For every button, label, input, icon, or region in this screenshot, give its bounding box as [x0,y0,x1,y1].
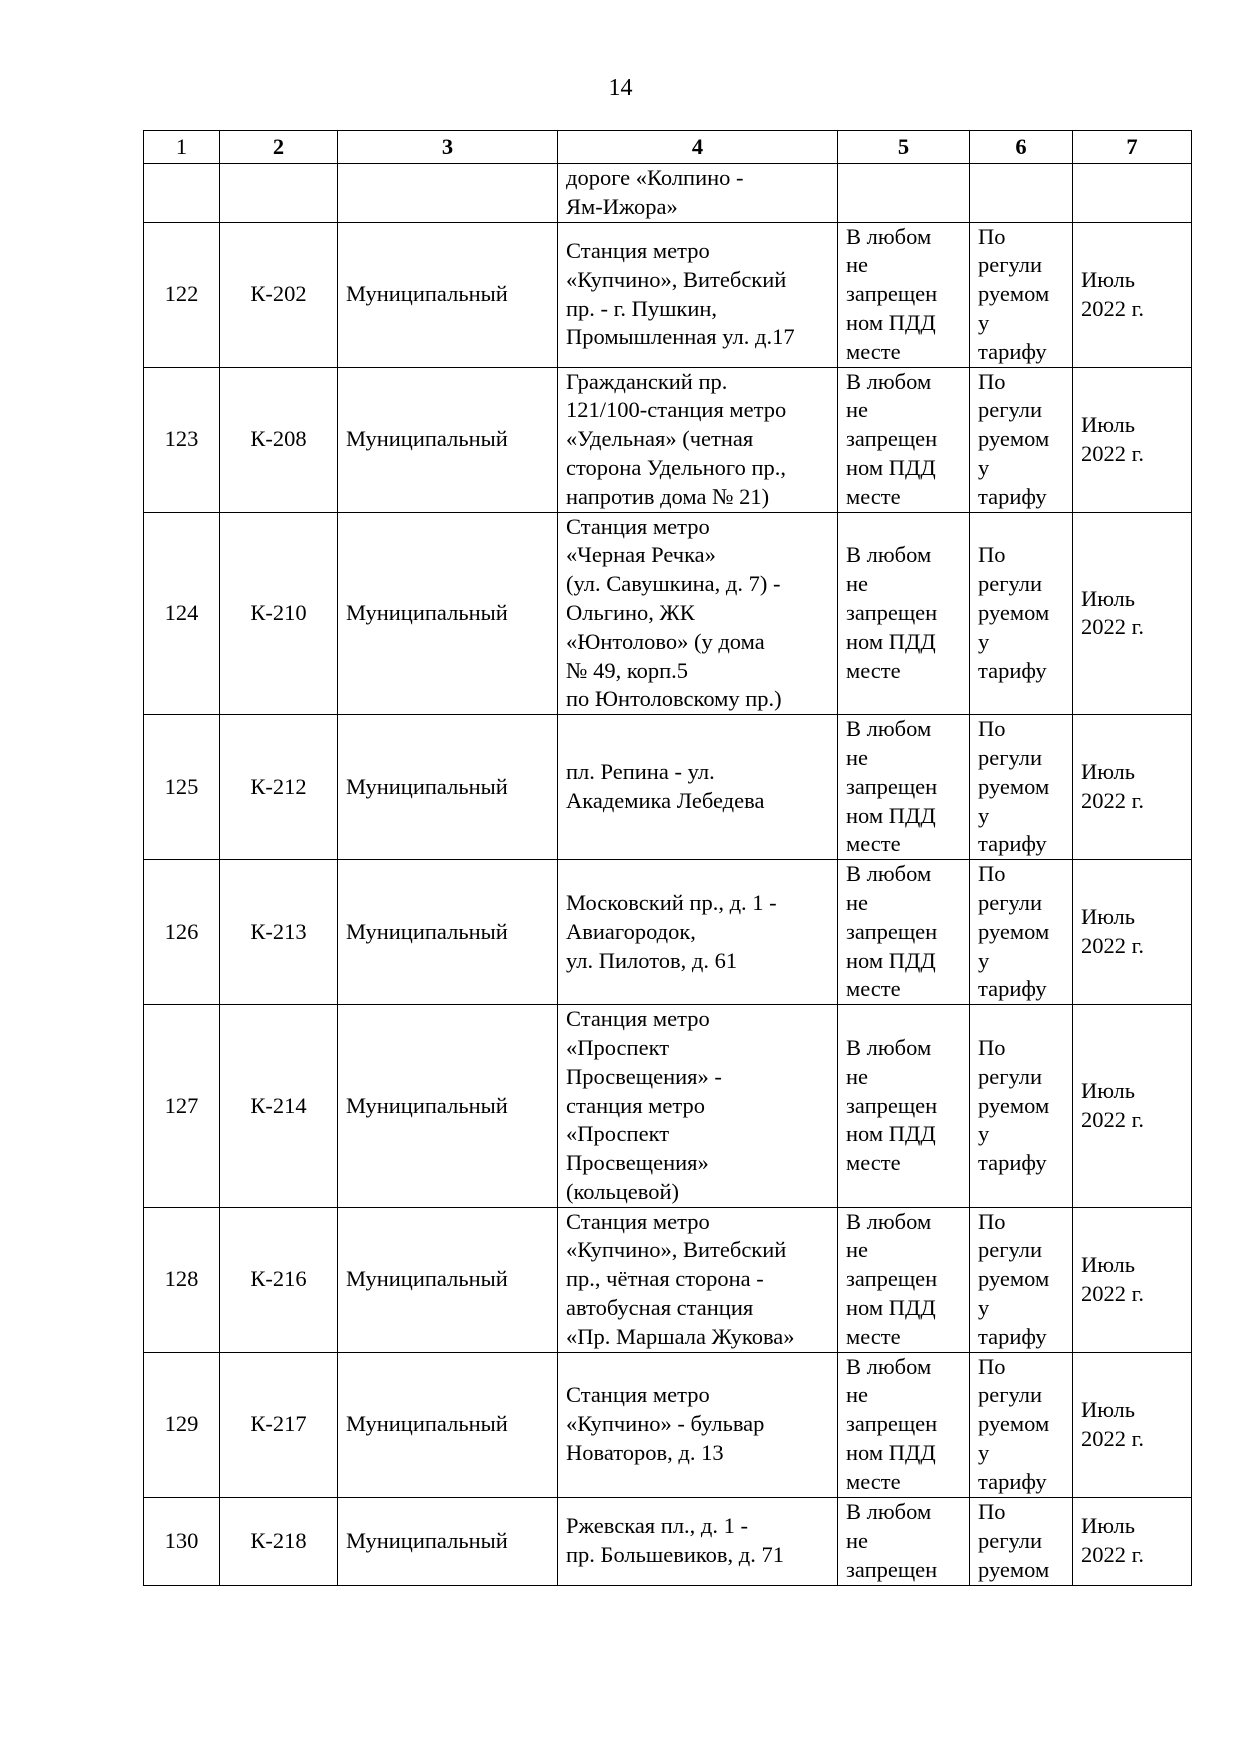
start-date: Июль 2022 г. [1073,512,1192,715]
route-code: К-202 [220,222,338,367]
row-number: 126 [144,860,220,1005]
table-cell [970,164,1073,223]
route-type: Муниципальный [338,860,558,1005]
route-code: К-213 [220,860,338,1005]
column-header-2: 2 [220,131,338,164]
table-row [144,715,1192,860]
route-description: Ржевская пл., д. 1 - пр. Большевиков, д. 71 [558,1497,838,1585]
route-description: Станция метро «Купчино», Витебский пр. - г. Пушкин, Промышленная ул. д.17 [558,222,838,367]
route-type: Муниципальный [338,512,558,715]
stop-place: В любом не запрещен ном ПДД месте [838,1005,970,1208]
tariff: По регули руемом у тарифу [970,367,1073,512]
row-number: 122 [144,222,220,367]
column-header-5: 5 [838,131,970,164]
table-row [144,512,1192,715]
start-date: Июль 2022 г. [1073,715,1192,860]
tariff: По регули руемом у тарифу [970,222,1073,367]
stop-place: В любом не запрещен ном ПДД месте [838,1352,970,1497]
route-description: Московский пр., д. 1 - Авиагородок, ул. Пилотов, д. 61 [558,860,838,1005]
page-number: 14 [608,75,633,101]
route-type: Муниципальный [338,1207,558,1352]
route-type: Муниципальный [338,367,558,512]
row-number: 130 [144,1497,220,1585]
column-header-7: 7 [1073,131,1192,164]
table-cell [1073,164,1192,223]
table-row [144,1497,1192,1585]
routes-table [143,130,1192,1586]
continuation-row [144,164,1192,223]
stop-place: В любом не запрещен ном ПДД месте [838,367,970,512]
route-description: Станция метро «Проспект Просвещения» - станция метро «Проспект Просвещения» (кольцевой) [558,1005,838,1208]
table-row [144,367,1192,512]
start-date: Июль 2022 г. [1073,860,1192,1005]
route-code: К-214 [220,1005,338,1208]
start-date: Июль 2022 г. [1073,1005,1192,1208]
column-header-1: 1 [144,131,220,164]
stop-place: В любом не запрещен ном ПДД месте [838,860,970,1005]
table-row [144,1005,1192,1208]
table-row [144,1207,1192,1352]
stop-place: В любом не запрещен ном ПДД месте [838,715,970,860]
route-cell: дороге «Колпино - Ям-Ижора» [558,164,838,223]
route-description: Станция метро «Купчино», Витебский пр., чётная сторона - автобусная станция «Пр. Маршала Жукова» [558,1207,838,1352]
table-row [144,222,1192,367]
route-type: Муниципальный [338,1352,558,1497]
tariff: По регули руемом у тарифу [970,1005,1073,1208]
route-code: К-217 [220,1352,338,1497]
row-number: 124 [144,512,220,715]
route-type: Муниципальный [338,1005,558,1208]
route-description: пл. Репина - ул. Академика Лебедева [558,715,838,860]
start-date: Июль 2022 г. [1073,222,1192,367]
table-row [144,860,1192,1005]
route-code: К-210 [220,512,338,715]
row-number: 129 [144,1352,220,1497]
stop-place: В любом не запрещен ном ПДД месте [838,1207,970,1352]
route-description: Станция метро «Купчино» - бульвар Новаторов, д. 13 [558,1352,838,1497]
start-date: Июль 2022 г. [1073,367,1192,512]
route-type: Муниципальный [338,715,558,860]
route-description: Станция метро «Черная Речка» (ул. Савушкина, д. 7) - Ольгино, ЖК «Юнтолово» (у дома № 49, корп.5 по Юнтоловскому пр.) [558,512,838,715]
stop-place: В любом не запрещен [838,1497,970,1585]
table-cell [838,164,970,223]
tariff: По регули руемом у тарифу [970,512,1073,715]
route-type: Муниципальный [338,1497,558,1585]
column-header-3: 3 [338,131,558,164]
row-number: 127 [144,1005,220,1208]
row-number: 123 [144,367,220,512]
start-date: Июль 2022 г. [1073,1497,1192,1585]
header-row [144,131,1192,164]
row-number: 128 [144,1207,220,1352]
route-code: К-216 [220,1207,338,1352]
tariff: По регули руемом у тарифу [970,1207,1073,1352]
stop-place: В любом не запрещен ном ПДД месте [838,512,970,715]
column-header-6: 6 [970,131,1073,164]
row-number: 125 [144,715,220,860]
tariff: По регули руемом у тарифу [970,1352,1073,1497]
tariff: По регули руемом [970,1497,1073,1585]
stop-place: В любом не запрещен ном ПДД месте [838,222,970,367]
route-type: Муниципальный [338,222,558,367]
tariff: По регули руемом у тарифу [970,860,1073,1005]
table-cell [220,164,338,223]
route-code: К-218 [220,1497,338,1585]
column-header-4: 4 [558,131,838,164]
route-code: К-208 [220,367,338,512]
route-code: К-212 [220,715,338,860]
table-cell [144,164,220,223]
route-description: Гражданский пр. 121/100-станция метро «Удельная» (четная сторона Удельного пр., напротив дома № 21) [558,367,838,512]
tariff: По регули руемом у тарифу [970,715,1073,860]
start-date: Июль 2022 г. [1073,1352,1192,1497]
table-cell [338,164,558,223]
start-date: Июль 2022 г. [1073,1207,1192,1352]
table-row [144,1352,1192,1497]
